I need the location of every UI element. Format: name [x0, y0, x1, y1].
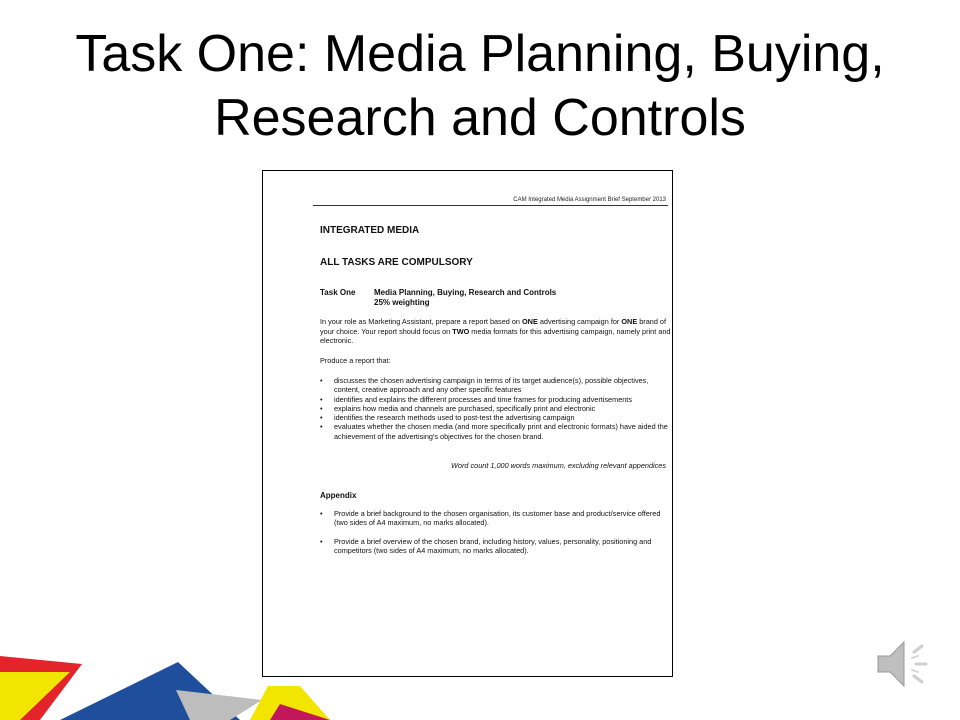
bullet-text: identifies and explains the different processes and time frames for producing advertisements	[334, 394, 632, 404]
appendix-text: Provide a brief overview of the chosen brand, including history, values, personality, positioning and competitors (two sides of A4 maximum, no marks allocated).	[334, 536, 652, 555]
task-label: Task One	[320, 288, 356, 297]
appendix-text: Provide a brief background to the chosen organisation, its customer base and product/service offered (two sides of A4 maximum, no marks allocated).	[334, 509, 661, 528]
bullet-glyph: •	[320, 403, 323, 413]
bullet-glyph: •	[320, 413, 323, 423]
bullet-text: identifies the research methods used to post-test the advertising campaign	[334, 413, 575, 423]
intro-part4: media formats for this advertising campaign, namely print and electronic.	[320, 326, 671, 345]
bullet-glyph: •	[320, 536, 323, 546]
bullet-glyph: •	[320, 509, 323, 518]
intro-bold2: ONE	[621, 317, 638, 326]
heading-integrated-media: INTEGRATED MEDIA	[320, 225, 420, 236]
bullet-glyph: •	[320, 422, 323, 432]
task-title: Media Planning, Buying, Research and Controls	[374, 288, 557, 297]
intro-part1: In your role as Marketing Assistant, prepare a report based on	[320, 317, 522, 326]
produce-line: Produce a report that:	[320, 356, 391, 365]
slide-title: Task One: Media Planning, Buying, Research and Controls	[75, 25, 885, 147]
bullet-text: evaluates whether the chosen media (and more specifically print and electronic formats) have aided the achievement of the advertising's objectives for the chosen brand.	[334, 422, 668, 441]
document-header: CAM Integrated Media Assignment Brief September 2013	[513, 197, 666, 203]
grey-triangle	[176, 690, 262, 720]
intro-bold3: TWO	[452, 326, 470, 336]
heading-tasks-compulsory: ALL TASKS ARE COMPULSORY	[320, 257, 473, 268]
appendix-heading: Appendix	[320, 491, 357, 500]
word-count-note: Word count 1,000 words maximum, excluding relevant appendices	[451, 461, 666, 470]
intro-part3: brand of your choice. Your report should focus on	[320, 317, 666, 336]
intro-part2: advertising campaign for	[537, 317, 622, 326]
speaker-icon[interactable]	[872, 632, 936, 696]
bullet-glyph: •	[320, 394, 323, 404]
bullet-text: explains how media and channels are purchased, specifically print and electronic	[334, 403, 596, 413]
intro-bold1: ONE	[522, 317, 538, 326]
bullet-text: discusses the chosen advertising campaign in terms of its target audience(s), possible objectives, content, creative approach and any other specific features	[334, 376, 649, 395]
task-weighting: 25% weighting	[374, 298, 430, 307]
bullet-glyph: •	[320, 376, 323, 385]
